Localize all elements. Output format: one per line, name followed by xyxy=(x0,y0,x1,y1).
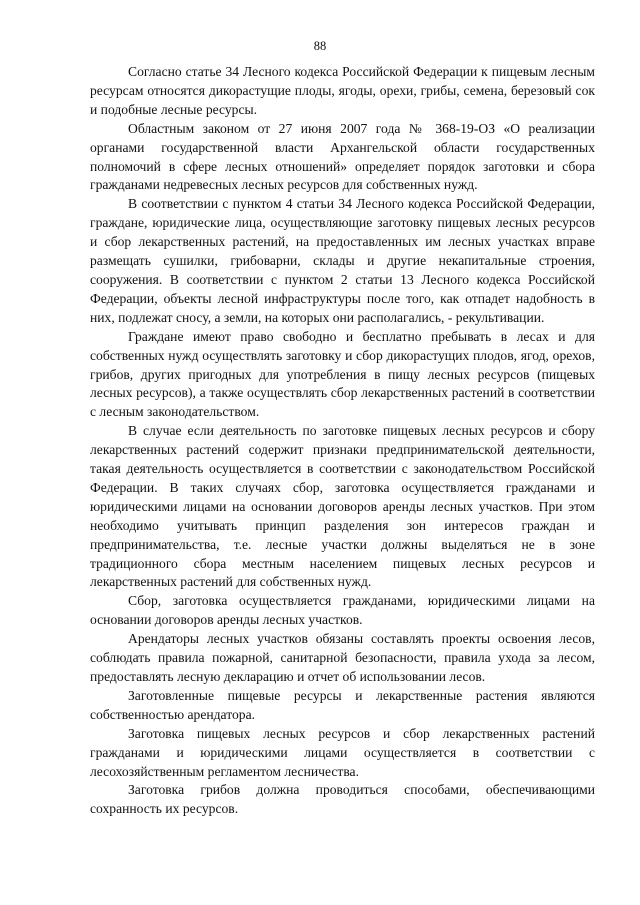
paragraph-4: Граждане имеют право свободно и бесплатно пребывать в лесах и для собственных нужд осуществлять заготовку и сбор дикорастущих плодов, ягод, орехов, грибов, других пригодных для употребления в пищу лесных ресурсов (пищевых лесных ресурсов), а также осуществлять сбор лекарственных растений в соответствии с лесным законодательством. xyxy=(90,328,595,420)
page-number: 88 xyxy=(313,39,327,53)
paragraph-3: В соответствии с пунктом 4 статьи 34 Лесного кодекса Российской Федерации, граждане, юридические лица, осуществляющие заготовку пищевых лесных ресурсов и сбор лекарственных растений, на предоставленных им лесных участках вправе размещать сушилки, грибоварни, склады и другие некапитальные строения, сооружения. В соответствии с пунктом 2 статьи 13 Лесного кодекса Российской Федерации, объекты лесной инфраструктуры после того, как отпадет надобность в них, подлежат сносу, а земли, на которых они располагались, - рекультивации. xyxy=(90,196,595,325)
paragraph-6: Сбор, заготовка осуществляется гражданами, юридическими лицами на основании договоров аренды лесных участков. xyxy=(90,593,595,628)
paragraph-8: Заготовленные пищевые ресурсы и лекарственные растения являются собственностью арендатора. xyxy=(90,687,595,722)
paragraph-10: Заготовка грибов должна проводиться способами, обеспечивающими сохранность их ресурсов. xyxy=(90,782,595,817)
paragraph-7: Арендаторы лесных участков обязаны составлять проекты освоения лесов, соблюдать правила пожарной, санитарной безопасности, правила ухода за лесом, предоставлять лесную декларацию и отчет об использовании лесов. xyxy=(90,631,595,684)
paragraph-2: Областным законом от 27 июня 2007 года № 368-19-ОЗ «О реализации органами государственной власти Архангельской области государственных полномочий в сфере лесных отношений» определяет порядок заготовки и сбора гражданами недревесных лесных ресурсов для собственных нужд. xyxy=(90,120,595,193)
paragraph-1: Согласно статье 34 Лесного кодекса Российской Федерации к пищевым лесным ресурсам относятся дикорастущие плоды, ягоды, орехи, грибы, семена, березовый сок и подобные лесные ресурсы. xyxy=(90,64,595,117)
document-body xyxy=(90,63,595,819)
paragraph-5: В случае если деятельность по заготовке пищевых лесных ресурсов и сбору лекарственных растений содержит признаки предпринимательской деятельности, такая деятельность осуществляется в соответствии с законодательством Российской Федерации. В таких случаях сбор, заготовка осуществляется гражданами и юридическими лицами на основании договоров аренды лесных участков. При этом необходимо учитывать принцип разделения зон интересов граждан и предпринимательства, т.е. лесные участки должны выделяться не в зоне традиционного сбора местным населением пищевых лесных ресурсов и лекарственных растений для собственных нужд. xyxy=(90,423,595,590)
paragraph-9: Заготовка пищевых лесных ресурсов и сбор лекарственных растений гражданами и юридическими лицами осуществляется в соответствии с лесохозяйственным регламентом лесничества. xyxy=(90,725,595,779)
